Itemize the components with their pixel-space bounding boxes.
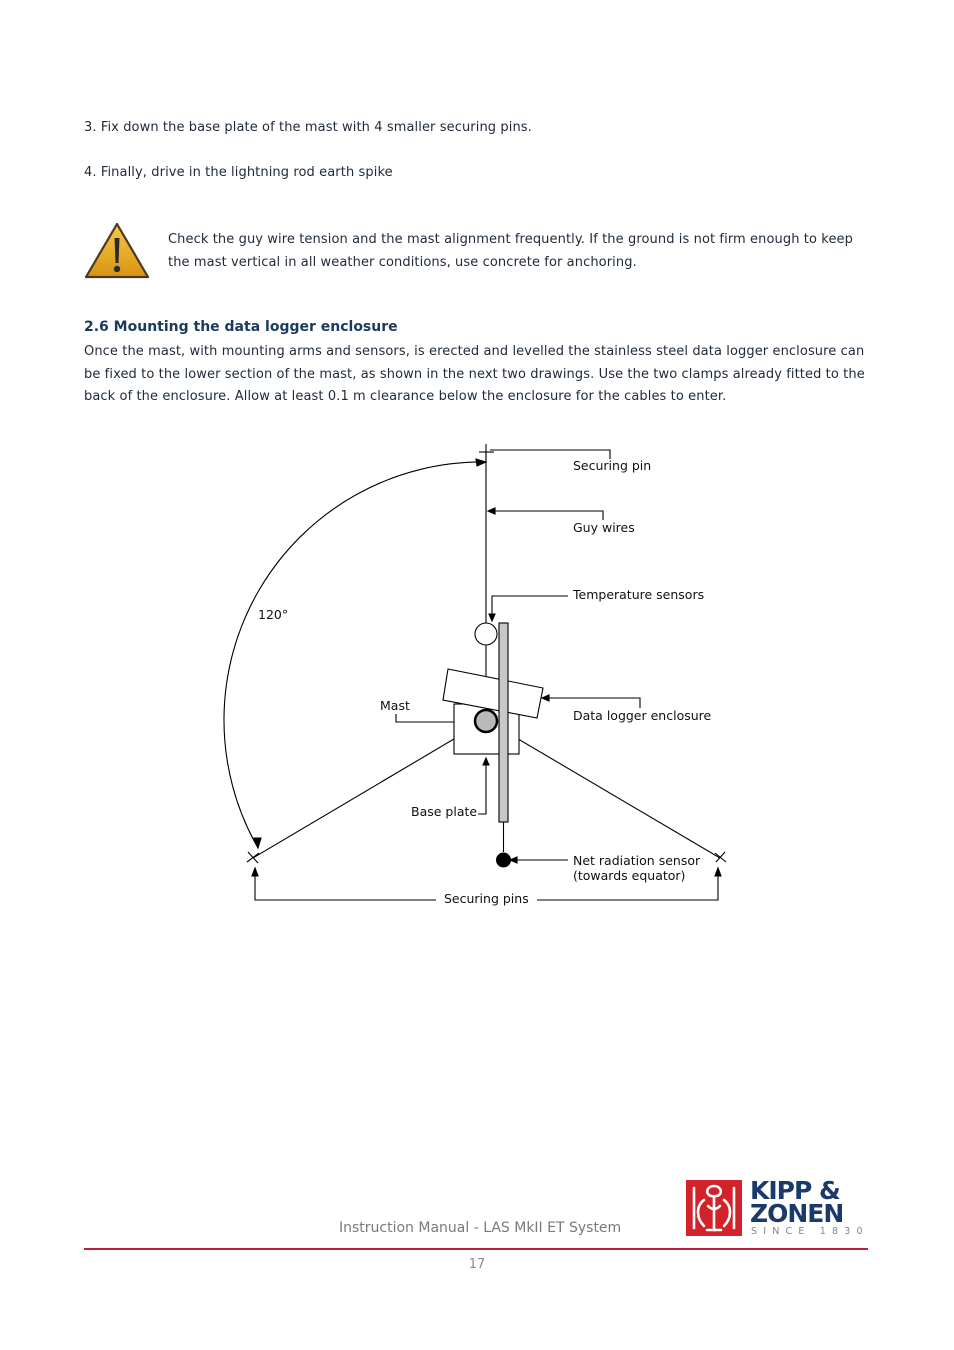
mounting-arm bbox=[499, 623, 508, 822]
page-number: 17 bbox=[468, 1257, 486, 1272]
label-securing-pin: Securing pin bbox=[573, 458, 652, 473]
guy-wire-southwest bbox=[253, 720, 486, 858]
arc-arrowhead-top bbox=[476, 459, 486, 466]
label-mast: Mast bbox=[380, 698, 410, 713]
section-paragraph: Once the mast, with mounting arms and sensors, is erected and levelled the stainless steel data logger enclosure can be fixed to the lower section of the mast, as shown in the next two drawings. Use the two clamps already fitted to the back of the enclosure. Allow at least 0.1 m clearance below the enclosure for the cables to enter. bbox=[84, 344, 865, 404]
warning-text: Check the guy wire tension and the mast alignment frequently. If the ground is not firm enough to keep the mast vertical in all weather conditions, use concrete for anchoring. bbox=[168, 232, 853, 270]
logo-wordmark-line2: ZONEN bbox=[750, 1199, 844, 1228]
label-securing-pins: Securing pins bbox=[444, 891, 529, 906]
label-net-radiation-sensor: Net radiation sensor bbox=[573, 853, 701, 868]
step-3: 3. Fix down the base plate of the mast with 4 smaller securing pins. bbox=[84, 120, 532, 135]
label-temperature-sensors: Temperature sensors bbox=[573, 587, 705, 602]
label-guy-wires: Guy wires bbox=[573, 520, 635, 535]
warning-triangle-icon bbox=[84, 222, 150, 280]
temperature-sensor bbox=[475, 623, 497, 645]
label-towards-equator: (towards equator) bbox=[573, 868, 686, 883]
label-angle: 120° bbox=[258, 607, 289, 622]
footer-divider bbox=[84, 1248, 868, 1250]
footer-title: Instruction Manual - LAS MkII ET System bbox=[339, 1220, 622, 1236]
logo-wordmark-line1: KIPP & bbox=[750, 1176, 840, 1205]
logo-tagline: SINCE 1830 bbox=[751, 1226, 869, 1237]
label-data-logger-enclosure: Data logger enclosure bbox=[573, 708, 712, 723]
step-4: 4. Finally, drive in the lightning rod earth spike bbox=[84, 165, 393, 180]
angle-arc bbox=[224, 462, 486, 848]
mast-layout-diagram bbox=[0, 430, 954, 920]
guy-wire-southeast bbox=[486, 720, 720, 858]
mast bbox=[475, 710, 497, 732]
label-base-plate: Base plate bbox=[411, 804, 478, 819]
section-heading: 2.6 Mounting the data logger enclosure bbox=[84, 319, 398, 335]
net-radiation-sensor bbox=[496, 853, 511, 868]
kipp-zonen-logo-icon bbox=[686, 1180, 742, 1236]
